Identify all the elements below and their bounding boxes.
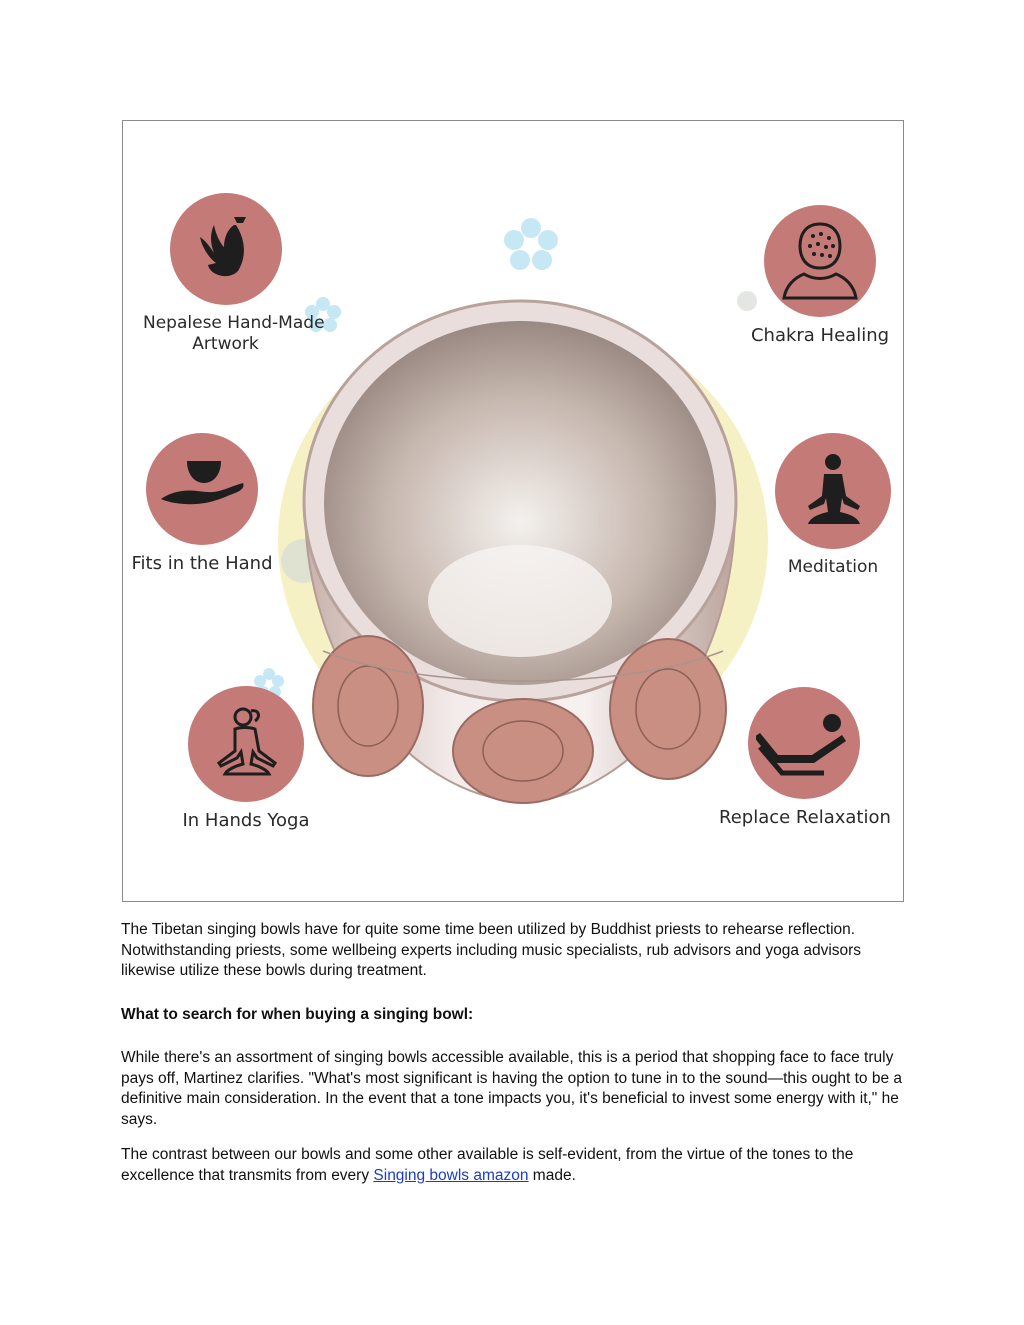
chakra-head-icon: [764, 205, 876, 317]
singing-bowls-amazon-link[interactable]: Singing bowls amazon: [373, 1166, 529, 1184]
hand-holding-bowl-icon: [146, 433, 258, 545]
feature-label: Nepalese Hand-Made Artwork: [143, 313, 325, 354]
paragraph-contrast: [121, 1145, 903, 1186]
feature-label: Meditation: [787, 557, 879, 577]
paragraph-shopping-advice: While there's an assortment of singing bowls accessible available, this is a period that shopping face to face truly pays off, Martinez clarifies. "What's most significant is having the option to tune in to the sound—this ought to be a definitive main consideration. In the event that a tone impacts you, it's beneficial to invest some energy with it," he says.: [121, 1049, 903, 1128]
feature-in-hands-yoga: [171, 686, 321, 831]
reclining-figure-icon: [748, 687, 860, 799]
product-infographic: [122, 120, 904, 902]
meditation-figure-icon: [775, 433, 891, 549]
feature-label: Replace Relaxation: [719, 807, 891, 828]
hand-mudra-icon: [170, 193, 282, 305]
feature-label: In Hands Yoga: [182, 810, 310, 831]
feature-meditation: [763, 433, 903, 578]
singing-bowl-image: [283, 211, 753, 831]
feature-fits-in-hand: [127, 433, 277, 574]
feature-label: Fits in the Hand: [131, 553, 273, 574]
feature-hand-made: [143, 193, 325, 355]
paragraph-text: The contrast between our bowls and some other available is self-evident, from the virtue of the tones to the excellence that transmits from every: [121, 1146, 854, 1184]
paragraph-text-end: made.: [528, 1166, 576, 1184]
yoga-woman-icon: [188, 686, 304, 802]
feature-replace-relaxation: [719, 687, 889, 828]
section-heading: What to search for when buying a singing bowl:: [121, 1006, 474, 1023]
intro-paragraph: The Tibetan singing bowls have for quite some time been utilized by Buddhist priests to rehearse reflection. Notwithstanding priests, some wellbeing experts including music specialists, rub advisors and yoga advisors likewise utilize these bowls during treatment.: [121, 921, 862, 979]
feature-chakra-healing: [735, 205, 904, 346]
feature-label: Chakra Healing: [750, 325, 890, 346]
